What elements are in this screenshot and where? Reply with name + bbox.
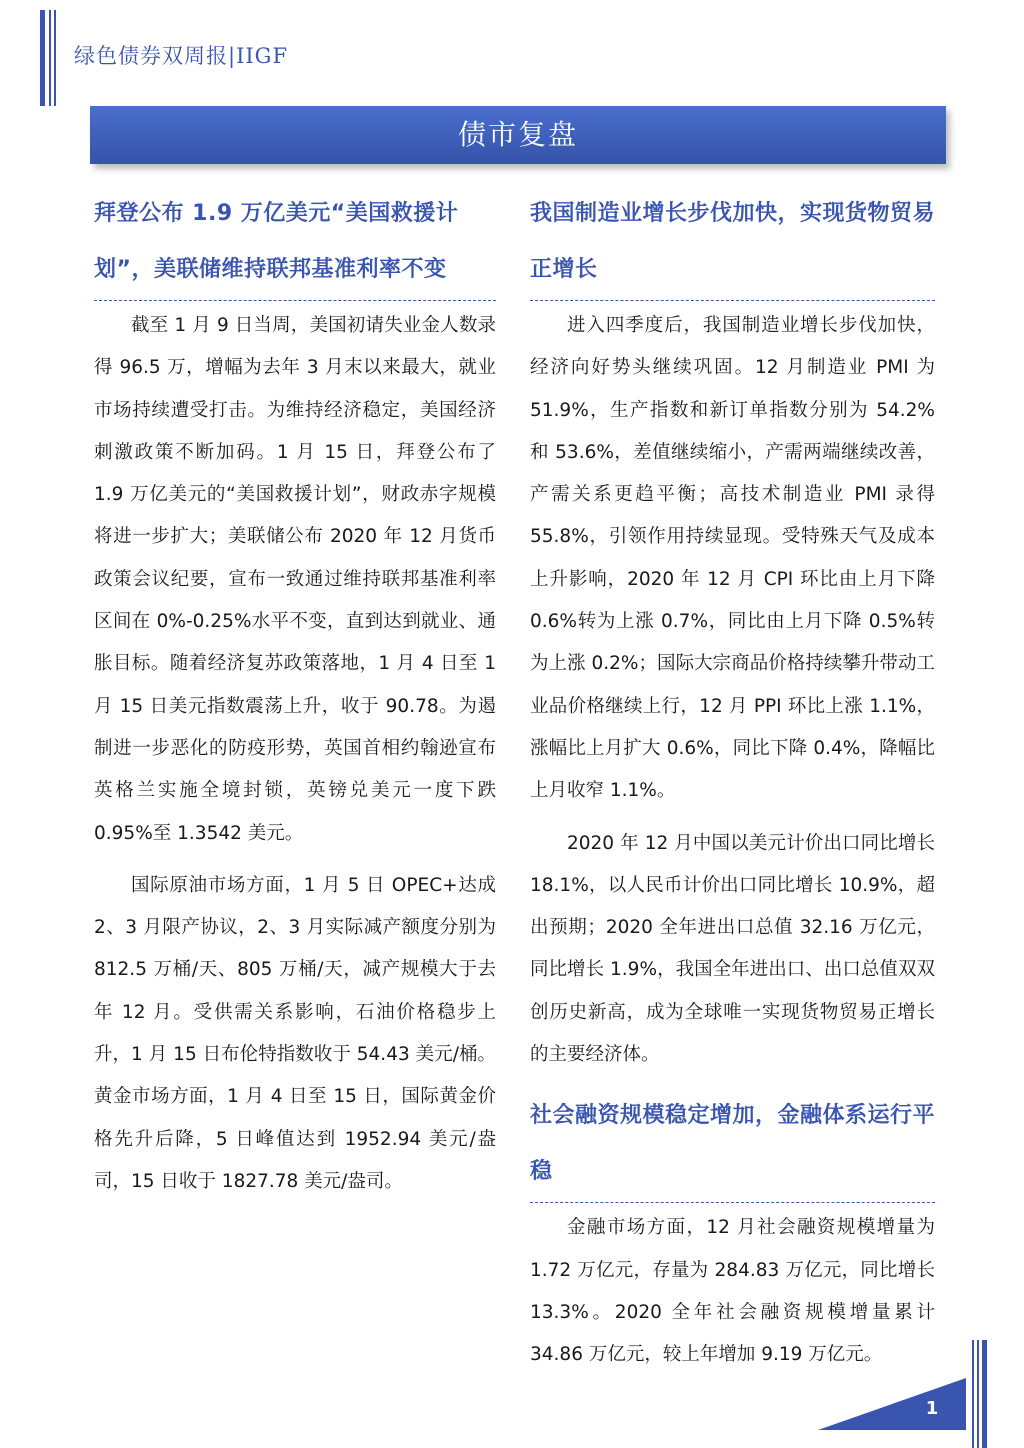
- article-heading-us-policy: 拜登公布 1.9 万亿美元“美国救援计划”，美联储维持联邦基准利率不变: [94, 201, 459, 282]
- article-heading-manufacturing: 我国制造业增长步伐加快，实现货物贸易正增长: [530, 201, 936, 282]
- section-banner: 债市复盘: [90, 106, 946, 164]
- page-number-tab: [818, 1378, 966, 1430]
- publication-brand: 绿色债券双周报|IIGF: [74, 44, 289, 68]
- paragraph: 金融市场方面，12 月社会融资规模增量为 1.72 万亿元，存量为 284.83 万亿元，同比增长 13.3%。2020 全年社会融资规模增量累计 34.86 万亿元，较上年增加 9.19 万亿元。: [530, 1217, 935, 1366]
- article-heading-social-financing: 社会融资规模稳定增加，金融体系运行平稳: [530, 1103, 936, 1185]
- heading-divider: [530, 1202, 935, 1203]
- paragraph: 2020 年 12 月中国以美元计价出口同比增长 18.1%，以人民币计价出口同比增长 10.9%，超出预期；2020 全年进出口总值 32.16 万亿元，同比增长 1.9%，我国全年进出口、出口总值双双创历史新高，成为全球唯一实现货物贸易正增长的主要经济体。: [530, 832, 935, 1066]
- heading-divider: [530, 300, 935, 301]
- header-decoration-bars: [40, 10, 60, 106]
- paragraph: 国际原油市场方面，1 月 5 日 OPEC+达成 2、3 月限产协议，2、3 月实际减产额度分别为 812.5 万桶/天、805 万桶/天，减产规模大于去年 12 月。受供需关系影响，石油价格稳步上升，1 月 15 日布伦特指数收于 54.43 美元/桶。黄金市场方面，1 月 4 日至 15 日，国际黄金价格先升后降，5 日峰值达到 1952.94 美元/盎司，15 日收于 1827.78 美元/盎司。: [94, 874, 496, 1192]
- paragraph: 截至 1 月 9 日当周，美国初请失业金人数录得 96.5 万，增幅为去年 3 月末以来最大，就业市场持续遭受打击。为维持经济稳定，美国经济刺激政策不断加码。1 月 15 日，拜登公布了 1.9 万亿美元的“美国救援计划”，财政赤字规模将进一步扩大；美联储公布 2020 年 12 月货币政策会议纪要，宣布一致通过维持联邦基准利率区间在 0%-0.25%水平不变，直到达到就业、通胀目标。随着经济复苏政策落地，1 月 4 日至 1 月 15 日美元指数震荡上升，收于 90.78。为遏制进一步恶化的防疫形势，英国首相约翰逊宣布英格兰实施全境封锁，英镑兑美元一度下跌 0.95%至 1.3542 美元。: [94, 315, 496, 844]
- paragraph: 进入四季度后，我国制造业增长步伐加快，经济向好势头继续巩固。12 月制造业 PMI 为 51.9%，生产指数和新订单指数分别为 54.2% 和 53.6%，差值继续缩小，产需两端继续改善，产需关系更趋平衡；高技术制造业 PMI 录得 55.8%，引领作用持续显现。受特殊天气及成本上升影响，2020 年 12 月 CPI 环比由上月下降 0.6%转为上涨 0.7%，同比由上月下降 0.5%转为上涨 0.2%；国际大宗商品价格持续攀升带动工业品价格继续上行，12 月 PPI 环比上涨 1.1%，涨幅比上月扩大 0.6%，同比下降 0.4%，降幅比上月收窄 1.1%。: [530, 315, 935, 802]
- heading-divider: [94, 300, 496, 301]
- left-column: [94, 186, 496, 1213]
- page-number: 1: [925, 1398, 939, 1419]
- right-column: [530, 186, 935, 1387]
